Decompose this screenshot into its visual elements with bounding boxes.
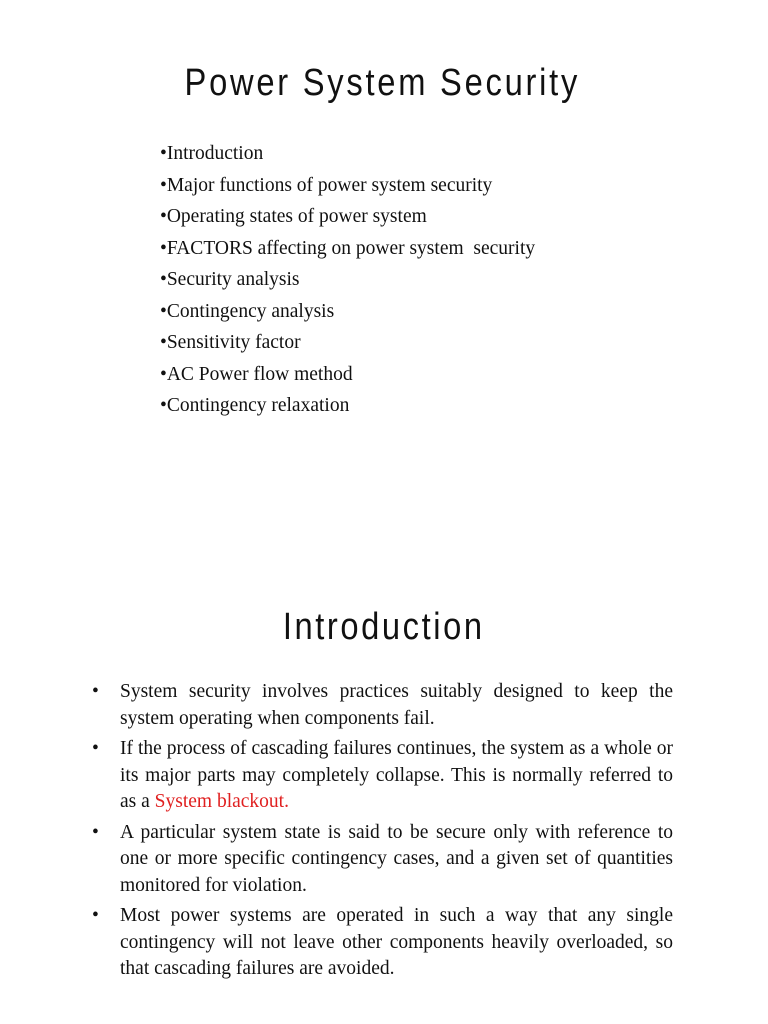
outline-item-introduction: •Introduction [160, 143, 264, 164]
slide-title-introduction: Introduction [282, 606, 485, 648]
introduction-list [92, 679, 673, 987]
intro-point-text: System security involves practices suitably designed to keep the system operating when components fail. [120, 681, 673, 729]
outline-item-sensitivity-factor: •Sensitivity factor [160, 332, 301, 353]
bullet-icon: • [92, 681, 99, 702]
bullet-icon: • [92, 738, 99, 759]
intro-point [92, 903, 673, 983]
intro-point [92, 820, 673, 900]
outline-item-major-functions: •Major functions of power system security [160, 174, 493, 196]
system-blackout-highlight: System blackout. [154, 791, 289, 812]
intro-point [92, 679, 673, 732]
intro-point-text: A particular system state is said to be secure only with reference to one or more specific contingency cases, and a given set of quantities monitored for violation. [120, 821, 673, 896]
outline-item-factors: •FACTORS affecting on power system security [160, 237, 536, 259]
intro-point-text: Most power systems are operated in such a way that any single contingency will not leave other components heavily overloaded, so that cascading failures are avoided. [120, 905, 673, 979]
outline-item-operating-states: •Operating states of power system [160, 206, 427, 227]
outline-list [160, 141, 535, 425]
slide-title-power-system-security: Power System Security [184, 62, 581, 104]
outline-item-security-analysis: •Security analysis [160, 269, 300, 290]
outline-item-contingency-analysis: •Contingency analysis [160, 300, 335, 322]
intro-point [92, 736, 673, 816]
intro-point-text: If the process of cascading failures continues, the system as a whole or its major parts may completely collapse. This is normally referred to as a [120, 738, 673, 812]
bullet-icon: • [92, 821, 99, 843]
outline-item-ac-power-flow: •AC Power flow method [160, 363, 353, 385]
bullet-icon: • [92, 905, 99, 926]
outline-item-contingency-relaxation: •Contingency relaxation [160, 395, 350, 416]
